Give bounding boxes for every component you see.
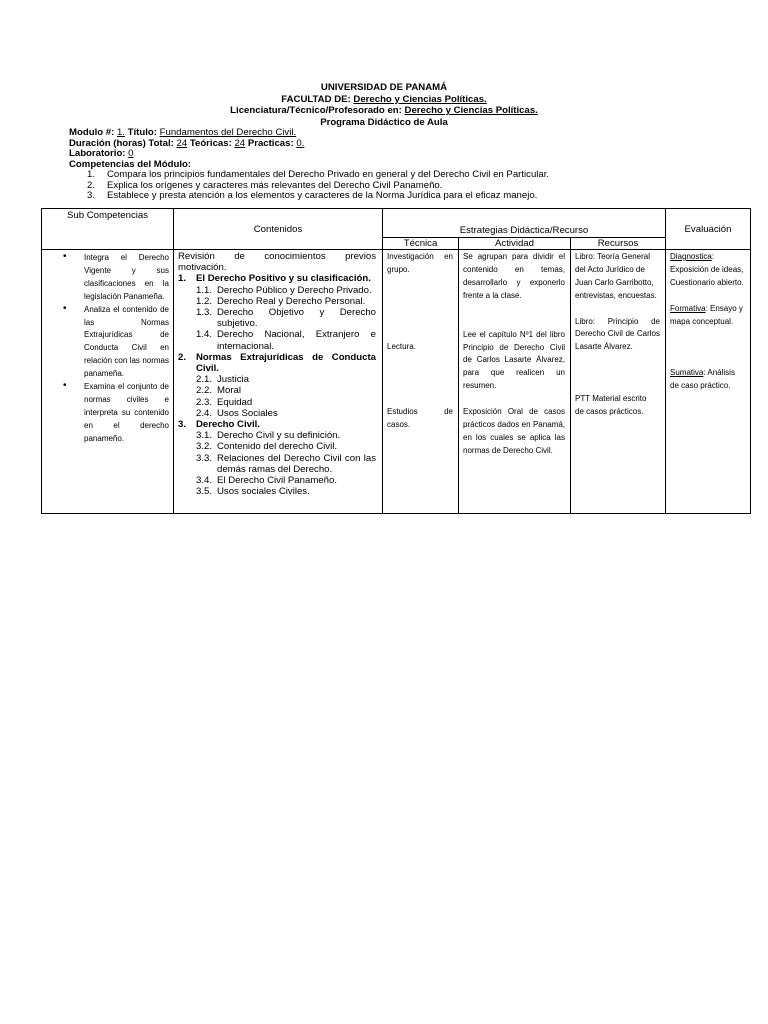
competencies-heading: Competencias del Módulo: — [69, 158, 192, 170]
list-item: 1.4. Derecho Nacional, Extranjero e internacional. — [196, 329, 376, 352]
module-number-label: Modulo #: — [69, 127, 115, 138]
lab-value: 0 — [128, 148, 134, 159]
section-title: 2. Normas Extrajurídicas de Conducta Civil. — [178, 351, 376, 375]
tecnica-item: Lectura. — [387, 341, 416, 351]
duration-line — [69, 139, 709, 150]
practice-label: Practicas: — [247, 137, 294, 149]
list-item: 1.3. Derecho Objetivo y Derecho subjetivo. — [196, 307, 376, 330]
list-item: 3.3. Relaciones del Derecho Civil con las demás ramas del Derecho. — [196, 452, 376, 475]
actividad-item: Lee el capítulo Nº1 del libro Principio de Derecho Civil de Carlos Lasarte Álvarez, para que realicen un resumen. — [463, 329, 565, 391]
header-estrategias: Estrategias Didáctica/Recurso — [383, 209, 666, 238]
header-tecnica: Técnica — [383, 238, 459, 250]
module-title-label: Título: — [127, 127, 157, 138]
module-number-value: 1. — [116, 127, 125, 138]
evaluacion-item: Formativa: Ensayo y mapa conceptual. — [670, 303, 743, 326]
header-actividad: Actividad — [459, 238, 571, 250]
list-item: 1.1. Derecho Público y Derecho Privado. — [196, 284, 372, 296]
degree-label: Licenciatura/Técnico/Profesorado en: — [230, 105, 402, 116]
recursos-cell — [571, 250, 666, 514]
list-item: 2.1. Justicia — [196, 374, 249, 386]
list-item: 1.2. Derecho Real y Derecho Personal. — [196, 295, 366, 307]
degree-value: Derecho y Ciencias Políticas. — [404, 105, 538, 116]
module-title-value: Fundamentos del Derecho Civil. — [159, 127, 297, 138]
recursos-item: PTT Material escrito de casos prácticos. — [575, 394, 647, 417]
list-item: • Examina el conjunto de normas civiles e interpreta su contenido en el derecho panameño. — [42, 381, 169, 446]
tecnica-cell — [383, 250, 459, 514]
sub-competencias-cell — [42, 250, 174, 514]
theory-value: 24 — [234, 137, 246, 149]
contenidos-intro: Revisión de conocimientos previos motivación. — [178, 251, 376, 274]
list-item: 3.2. Contenido del derecho Civil. — [196, 441, 337, 453]
degree-line — [0, 105, 768, 117]
theory-label: Teóricas: — [189, 137, 232, 149]
faculty-label: FACULTAD DE: — [281, 93, 351, 105]
list-item: • Analiza el contenido de las Normas Extrajurídicas de Conducta Civil en relación con las normas panameña. — [42, 304, 169, 381]
list-item: 3.5. Usos sociales Civiles. — [196, 486, 310, 498]
recursos-item: Libro: Teoría General del Acto Jurídico de Juan Carlo Garribotto, entrevistas, encuestas. — [575, 252, 657, 300]
competency-item: 3. Establece y presta atención a los elementos y caracteres de la Norma Jurídica para el eficaz manejo. — [87, 190, 538, 201]
actividad-item: Se agrupan para dividir el contenido en temas, desarrollarlo y exponerlo frente a la clase. — [463, 252, 565, 300]
section-title: 1. El Derecho Positivo y su clasificación. — [178, 273, 371, 285]
header-sub-competencias: Sub Competencias — [42, 209, 174, 250]
header-recursos: Recursos — [571, 238, 666, 250]
list-item: • Integra el Derecho Vigente y sus clasificaciones en la legislación Panameña. — [42, 252, 169, 304]
evaluacion-cell — [666, 250, 751, 514]
program-table — [41, 208, 751, 514]
faculty-line — [0, 94, 768, 106]
evaluacion-item: Diagnostica: Exposición de ideas, Cuestionario abierto. — [670, 252, 744, 287]
actividad-item: Exposición Oral de casos prácticos dados en Panamá, en los cuales se aplica las normas de Derecho Civil. — [463, 407, 565, 455]
duration-label: Duración (horas) Total: — [69, 137, 174, 149]
evaluacion-label: Formativa — [670, 303, 706, 313]
evaluacion-text: Ensayo y mapa conceptual. — [670, 303, 743, 326]
actividad-cell — [459, 250, 571, 514]
evaluacion-text: Exposición de ideas, Cuestionario abierto. — [670, 264, 744, 287]
recursos-item: Libro: Principio de Derecho Civil de Carlos Lasarte Álvarez. — [575, 316, 660, 352]
list-item: 3.1. Derecho Civil y su definición. — [196, 430, 341, 442]
list-item: 2.4. Usos Sociales — [196, 407, 278, 419]
competency-item: 2. Explica los orígenes y caracteres más relevantes del Derecho Civil Panameño. — [87, 179, 443, 191]
evaluacion-label: Diagnostica — [670, 252, 712, 261]
faculty-value: Derecho y Ciencias Políticas. — [353, 93, 487, 105]
university-title: UNIVERSIDAD DE PANAMÁ — [320, 82, 448, 93]
header-evaluacion: Evaluación — [666, 209, 751, 250]
program-title: Programa Didáctico de Aula — [320, 116, 448, 128]
evaluacion-item: Sumativa: Análisis de caso práctico. — [670, 368, 735, 391]
list-item: 2.2. Moral — [196, 385, 241, 397]
contenidos-cell — [174, 250, 383, 514]
evaluacion-text: Análisis de caso práctico. — [670, 368, 735, 391]
tecnica-item: Investigación en grupo. — [387, 252, 453, 274]
competencies-list — [69, 170, 709, 202]
duration-total: 24 — [176, 137, 188, 149]
tecnica-item: Estudios de casos. — [387, 406, 453, 429]
list-item: 2.3. Equidad — [196, 396, 253, 408]
list-item: 3.4. El Derecho Civil Panameño. — [196, 475, 337, 487]
section-title: 3. Derecho Civil. — [178, 419, 260, 431]
competency-item: 1. Compara los principios fundamentales del Derecho Privado en general y del Derecho Civil en Particular. — [87, 169, 550, 180]
evaluacion-label: Sumativa — [670, 368, 704, 378]
document-header — [0, 82, 768, 128]
practice-value: 0. — [296, 137, 305, 149]
header-contenidos: Contenidos — [174, 209, 383, 250]
module-info — [69, 128, 709, 202]
lab-label: Laboratorio: — [69, 148, 126, 159]
